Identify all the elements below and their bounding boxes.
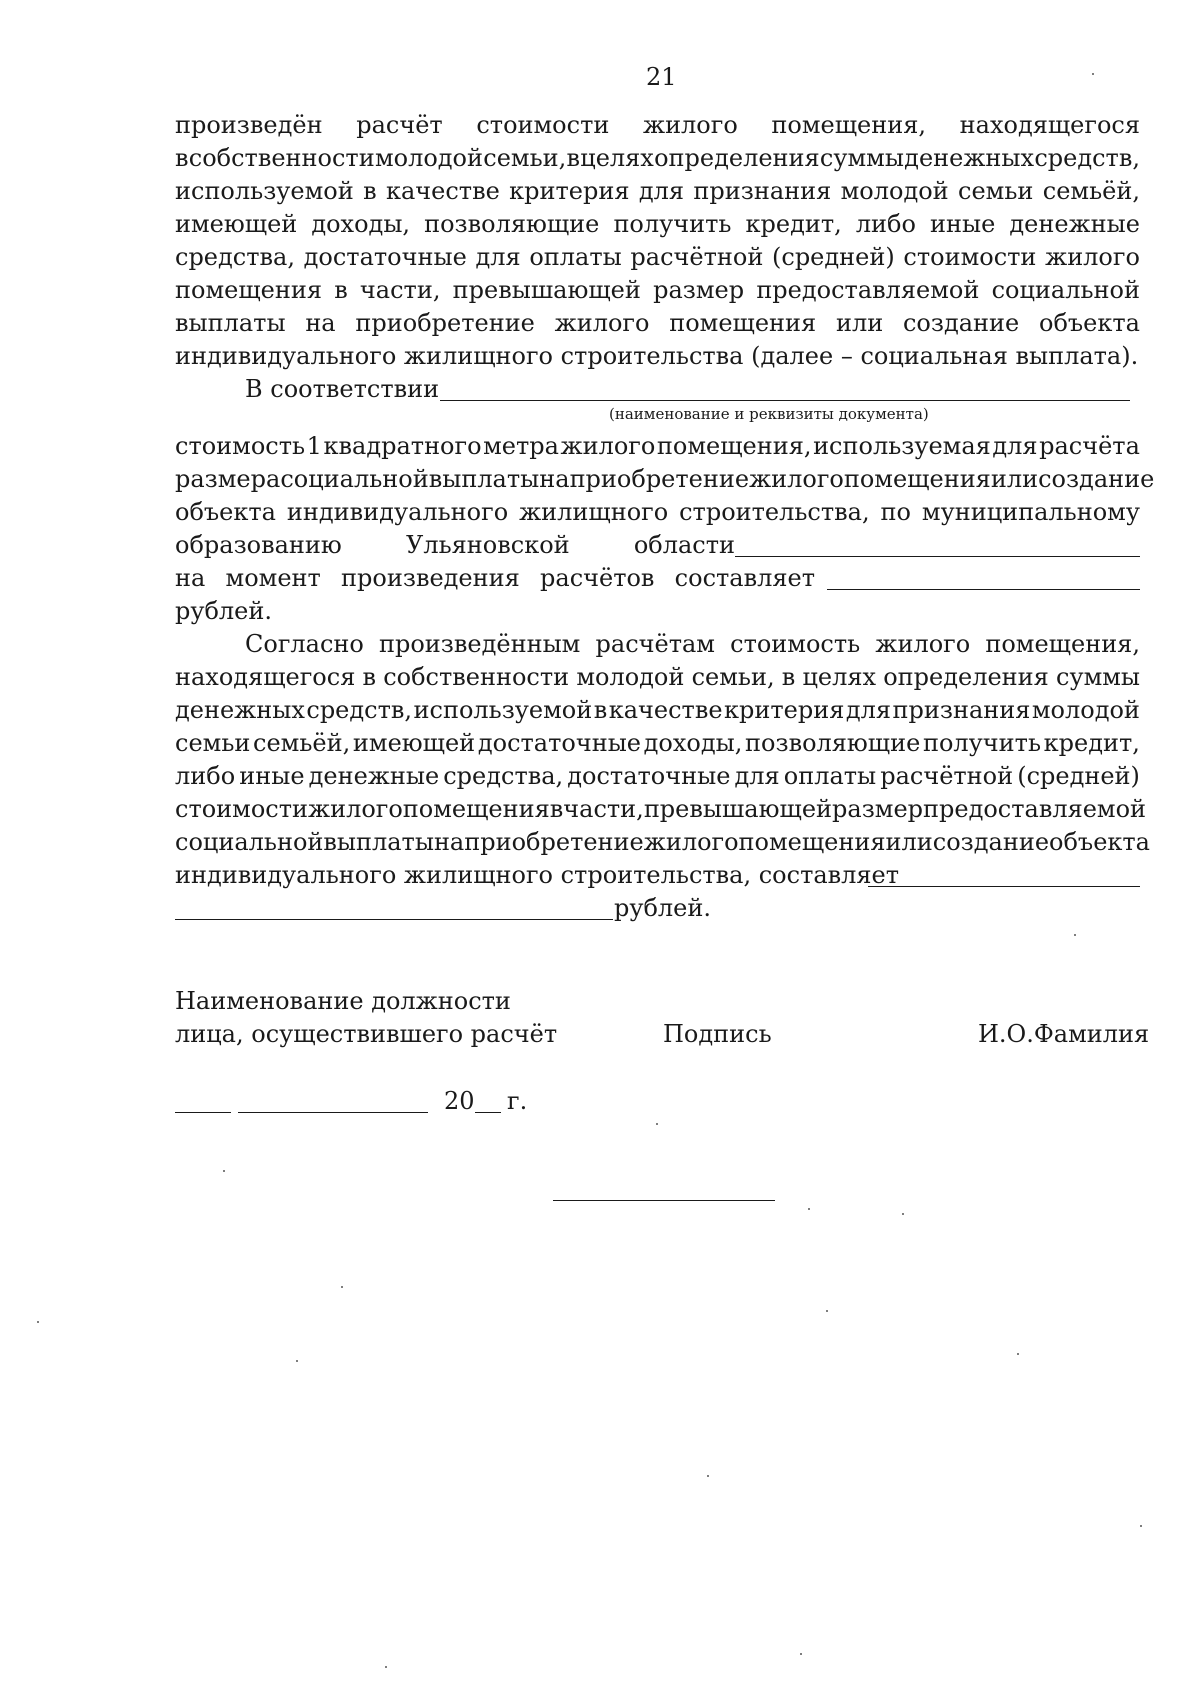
word: превышающей [643,795,833,823]
word: (средней) [1017,762,1140,790]
scan-speck [1074,934,1076,936]
currency-label: рублей. [614,894,712,922]
justified-line [245,628,1140,661]
word: жилого [749,465,844,493]
scan-speck [800,1653,802,1655]
signature-label: Подпись [663,1020,772,1048]
scan-speck [37,1321,39,1323]
word: момент [225,564,321,592]
word: выплаты [428,465,540,493]
word: расчётной [630,243,764,271]
text-line: индивидуального жилищного строительства (далее – социальная выплата). [175,342,1139,370]
word: доходы, [311,210,411,238]
price-per-meter-blank[interactable] [827,589,1140,590]
word: иные [239,762,305,790]
word: признания [892,696,1031,724]
name-label: И.О.Фамилия [978,1020,1150,1048]
word: квадратного [323,432,482,460]
justified-line [175,562,815,595]
word: образованию [175,531,342,559]
word: создание [1038,465,1155,493]
justified-line [175,241,1140,274]
justified-line [175,529,735,562]
word: суммы [1056,663,1140,691]
word: критерия [509,177,630,205]
word: в [593,696,608,724]
scan-speck [341,1286,343,1288]
word: 1 [306,432,322,460]
word: семьёй, [253,729,351,757]
word: размер [653,276,745,304]
word: для [734,762,780,790]
word: целях [802,663,877,691]
municipality-blank[interactable] [735,556,1140,557]
word: в [781,663,796,691]
position-title-line1: Наименование должности [175,987,511,1015]
scan-speck [385,1666,387,1668]
word: молодой [374,144,483,172]
word: стоимости [175,795,308,823]
text-line: индивидуального жилищного строительства, составляет [175,861,900,889]
word: муниципальному [921,498,1140,526]
word: средств, [1034,144,1140,172]
justified-line [175,208,1140,241]
word: собственности [188,144,375,172]
word: кредит, [1043,729,1140,757]
word: помещения, [656,432,812,460]
justified-line [175,463,1155,496]
word: произведён [175,111,323,139]
closing-separator [553,1200,775,1201]
word: достаточные [303,243,467,271]
word: социальной [991,276,1140,304]
scan-speck [808,1208,810,1210]
scan-speck [902,1213,904,1215]
word: предоставляемой [923,795,1147,823]
word: расчёт [356,111,443,139]
date-year-prefix: 20 [444,1087,475,1115]
word: размер [832,795,924,823]
property-cost-blank[interactable] [868,886,1140,887]
word: молодой [1031,696,1140,724]
word: расчёта [1039,432,1140,460]
word: для [992,432,1038,460]
word: помещения [843,465,991,493]
word: превышающей [452,276,641,304]
word: находящегося [175,663,356,691]
word: для [475,243,521,271]
justified-line [175,175,1140,208]
word: создание [902,309,1020,337]
scan-speck [296,1360,298,1362]
word: Согласно [245,630,364,658]
word: создание [932,828,1050,856]
word: денежных [904,144,1035,172]
word: стоимость [175,432,306,460]
word: расчётам [595,630,715,658]
word: либо [855,210,916,238]
word: семьи, [691,663,775,691]
word: помещения, [985,630,1140,658]
word: метра [483,432,559,460]
word: в [175,144,189,172]
word: используемой [413,696,593,724]
word: денежные [308,762,440,790]
justified-line [175,694,1140,727]
word: достаточные [567,762,731,790]
word: размера [175,465,281,493]
word: позволяющие [745,729,921,757]
document-name-blank[interactable] [440,400,1130,401]
word: средств, [306,696,413,724]
scan-speck [1140,1525,1142,1527]
word: (средней) [772,243,895,271]
word: приобретение [355,309,535,337]
word: молодой [576,663,685,691]
word: семьёй, [1042,177,1140,205]
word: определения [654,144,820,172]
scan-speck [656,1123,658,1125]
scan-speck [1017,1353,1019,1355]
word: помещения, [771,111,927,139]
word: в [362,663,377,691]
word: получить [613,210,732,238]
word: в [566,144,581,172]
word: произведённым [379,630,581,658]
word: имеющей [352,729,476,757]
word: жилого [1045,243,1140,271]
word: объекта [1039,309,1140,337]
word: жилого [554,309,650,337]
word: приобретение [569,465,750,493]
word: получить [922,729,1042,757]
word: оплаты [529,243,622,271]
scan-speck [826,1310,828,1312]
word: признания [693,177,832,205]
word: собственности [383,663,570,691]
word: объекта [175,498,276,526]
word: позволяющие [424,210,600,238]
word: жилого [642,111,738,139]
word: или [885,828,933,856]
word: денежных [175,696,305,724]
word: жилого [560,432,656,460]
word: области [633,531,735,559]
word: семьи [958,177,1034,205]
word: расчётов [540,564,655,592]
justified-line [175,826,1150,859]
word: средства, [175,243,295,271]
word: социальной [175,828,324,856]
word: помещения [669,309,817,337]
word: иные [930,210,996,238]
text-line: рублей. [175,597,273,625]
date-year-suffix: г. [507,1087,528,1115]
word: целях [580,144,654,172]
word: предоставляемой [756,276,980,304]
word: части, [359,276,441,304]
accordance-label: В соответствии [245,375,440,403]
justified-line [175,727,1140,760]
word: имеющей [175,210,298,238]
word: семьи, [483,144,567,172]
word: средства, [443,762,564,790]
word: жилого [308,795,403,823]
justified-line [175,496,1140,529]
word: кредит, [745,210,842,238]
word: оплаты [783,762,877,790]
word: жилищного [519,498,669,526]
word: выплаты [175,309,286,337]
justified-line [175,760,1140,793]
property-cost-blank-continued[interactable] [175,919,613,920]
word: используемая [813,432,991,460]
word: в [363,177,377,205]
word: качестве [608,696,723,724]
word: критерия [724,696,845,724]
word: части, [563,795,644,823]
word: в [334,276,348,304]
position-title-line2: лица, осуществившего расчёт [175,1020,558,1048]
scan-speck [707,1475,709,1477]
word: семьи [175,729,251,757]
word: помещения [175,276,322,304]
word: стоимости [903,243,1037,271]
word: помещения [402,795,550,823]
word: стоимость [730,630,861,658]
word: или [990,465,1039,493]
word: на [539,465,570,493]
word: социальной [280,465,429,493]
date-month-blank[interactable] [238,1112,428,1113]
page-number: 21 [646,63,677,91]
word: либо [175,762,236,790]
justified-line [175,109,1140,142]
word: качестве [385,177,500,205]
word: используемой [175,177,354,205]
word: на [433,828,465,856]
word: в [549,795,564,823]
word: денежные [1009,210,1140,238]
word: на [175,564,206,592]
justified-line [175,274,1140,307]
word: жилого [643,828,739,856]
word: расчётной [880,762,1014,790]
justified-line [175,430,1140,463]
word: Ульяновской [406,531,570,559]
word: или [835,309,884,337]
word: стоимости [476,111,610,139]
justified-line [175,142,1140,175]
word: на [305,309,336,337]
justified-line [175,661,1140,694]
word: выплаты [323,828,434,856]
word: для [845,696,892,724]
word: приобретение [464,828,644,856]
scan-speck [223,1170,225,1172]
scan-speck [1092,73,1094,75]
word: индивидуального [286,498,509,526]
word: доходы, [643,729,743,757]
word: объекта [1049,828,1150,856]
word: по [880,498,911,526]
justified-line [175,793,1147,826]
word: жилого [875,630,971,658]
date-day-blank[interactable] [175,1112,231,1113]
document-name-caption: (наименование и реквизиты документа) [609,405,929,423]
word: строительства, [679,498,870,526]
word: определения [883,663,1049,691]
date-year-blank[interactable] [475,1112,501,1113]
word: для [638,177,685,205]
word: составляет [674,564,815,592]
word: достаточные [477,729,641,757]
word: суммы [819,144,904,172]
word: молодой [840,177,949,205]
word: помещения [738,828,886,856]
word: находящегося [959,111,1140,139]
justified-line [175,307,1140,340]
word: произведения [341,564,520,592]
